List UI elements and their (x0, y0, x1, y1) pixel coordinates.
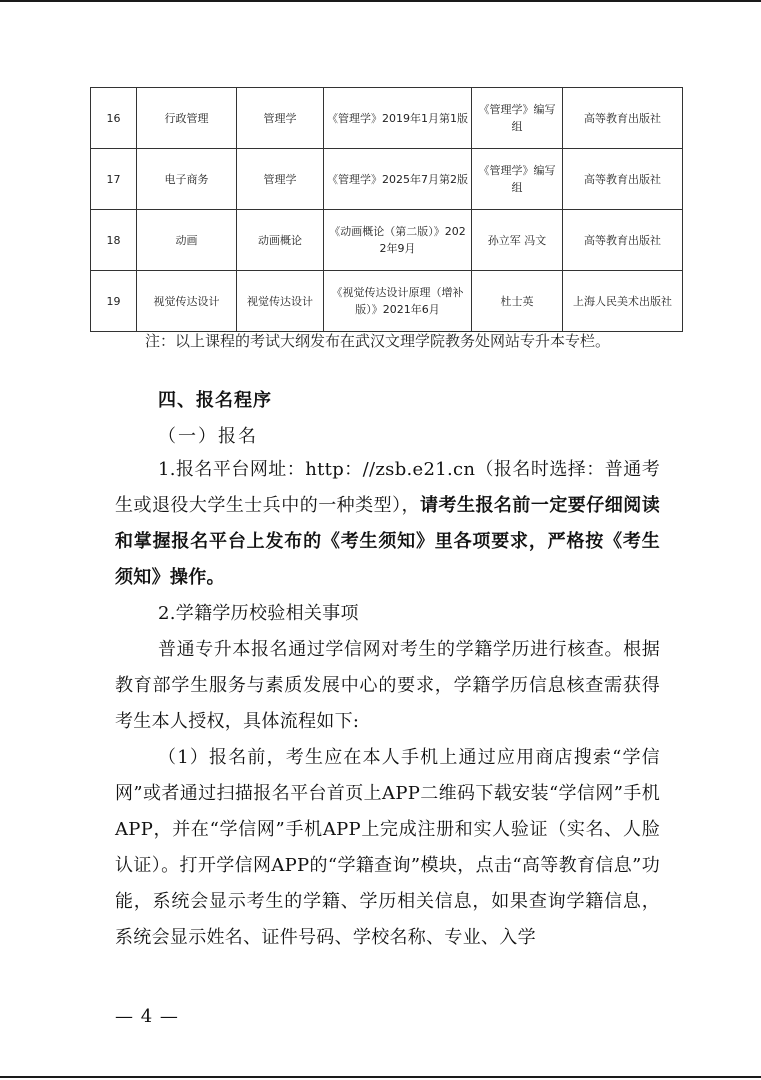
publisher: 高等教育出版社 (563, 149, 683, 210)
row-number: 18 (91, 210, 137, 271)
row-number: 16 (91, 88, 137, 149)
platform-url-text: 1.报名平台网址：http：//zsb.e21.cn（报名时选择：普通考生或退役大学生士兵中的一种类型）， (115, 459, 660, 516)
section-heading: 四、报名程序 (158, 390, 272, 411)
course-table (90, 87, 683, 332)
table-row (91, 271, 683, 332)
textbook: 《视觉传达设计原理（增补版）》2021年6月 (324, 271, 472, 332)
publisher: 上海人民美术出版社 (563, 271, 683, 332)
author: 孙立军 冯文 (472, 210, 563, 271)
row-number: 17 (91, 149, 137, 210)
course-name: 动画概论 (237, 210, 324, 271)
important-notice-text: 请考生报名前一定要仔细阅读和掌握报名平台上发布的《考生须知》里各项要求，严格按《考生须知》操作。 (115, 495, 660, 588)
major-name: 电子商务 (137, 149, 237, 210)
major-name: 动画 (137, 210, 237, 271)
textbook: 《动画概论（第二版）》2022年9月 (324, 210, 472, 271)
top-border-line (0, 0, 761, 2)
publisher: 高等教育出版社 (563, 88, 683, 149)
bottom-border-line (0, 1076, 761, 1078)
verification-heading-text: 2.学籍学历校验相关事项 (158, 603, 359, 624)
major-name: 视觉传达设计 (137, 271, 237, 332)
course-name: 管理学 (237, 149, 324, 210)
table-note: 注：以上课程的考试大纲发布在武汉文理学院教务处网站专升本专栏。 (145, 332, 611, 350)
course-name: 管理学 (237, 88, 324, 149)
author: 杜士英 (472, 271, 563, 332)
table-row (91, 88, 683, 149)
table-row (91, 210, 683, 271)
major-name: 行政管理 (137, 88, 237, 149)
paragraph-heading-verification (115, 596, 660, 632)
course-name: 视觉传达设计 (237, 271, 324, 332)
paragraph-registration-platform (115, 452, 660, 596)
author: 《管理学》编写组 (472, 88, 563, 149)
author: 《管理学》编写组 (472, 149, 563, 210)
row-number: 19 (91, 271, 137, 332)
subsection-heading: （一）报名 (158, 426, 258, 447)
paragraph-verification-intro (115, 632, 660, 740)
textbook: 《管理学》2025年7月第2版 (324, 149, 472, 210)
step-1-text: （1）报名前，考生应在本人手机上通过应用商店搜索“学信网”或者通过扫描报名平台首页上APP二维码下载安装“学信网”手机APP，并在“学信网”手机APP上完成注册和实人验证（实名、人脸认证）。打开学信网APP的“学籍查询”模块，点击“高等教育信息”功能，系统会显示考生的学籍、学历相关信息，如果查询学籍信息，系统会显示姓名、证件号码、学校名称、专业、入学 (115, 747, 660, 948)
verification-intro-text: 普通专升本报名通过学信网对考生的学籍学历进行核查。根据教育部学生服务与素质发展中心的要求，学籍学历信息核查需获得考生本人授权，具体流程如下: (115, 639, 660, 732)
textbook: 《管理学》2019年1月第1版 (324, 88, 472, 149)
table-row (91, 149, 683, 210)
paragraph-verification-step-1 (115, 740, 660, 956)
publisher: 高等教育出版社 (563, 210, 683, 271)
page-number: — 4 — (115, 1006, 179, 1027)
